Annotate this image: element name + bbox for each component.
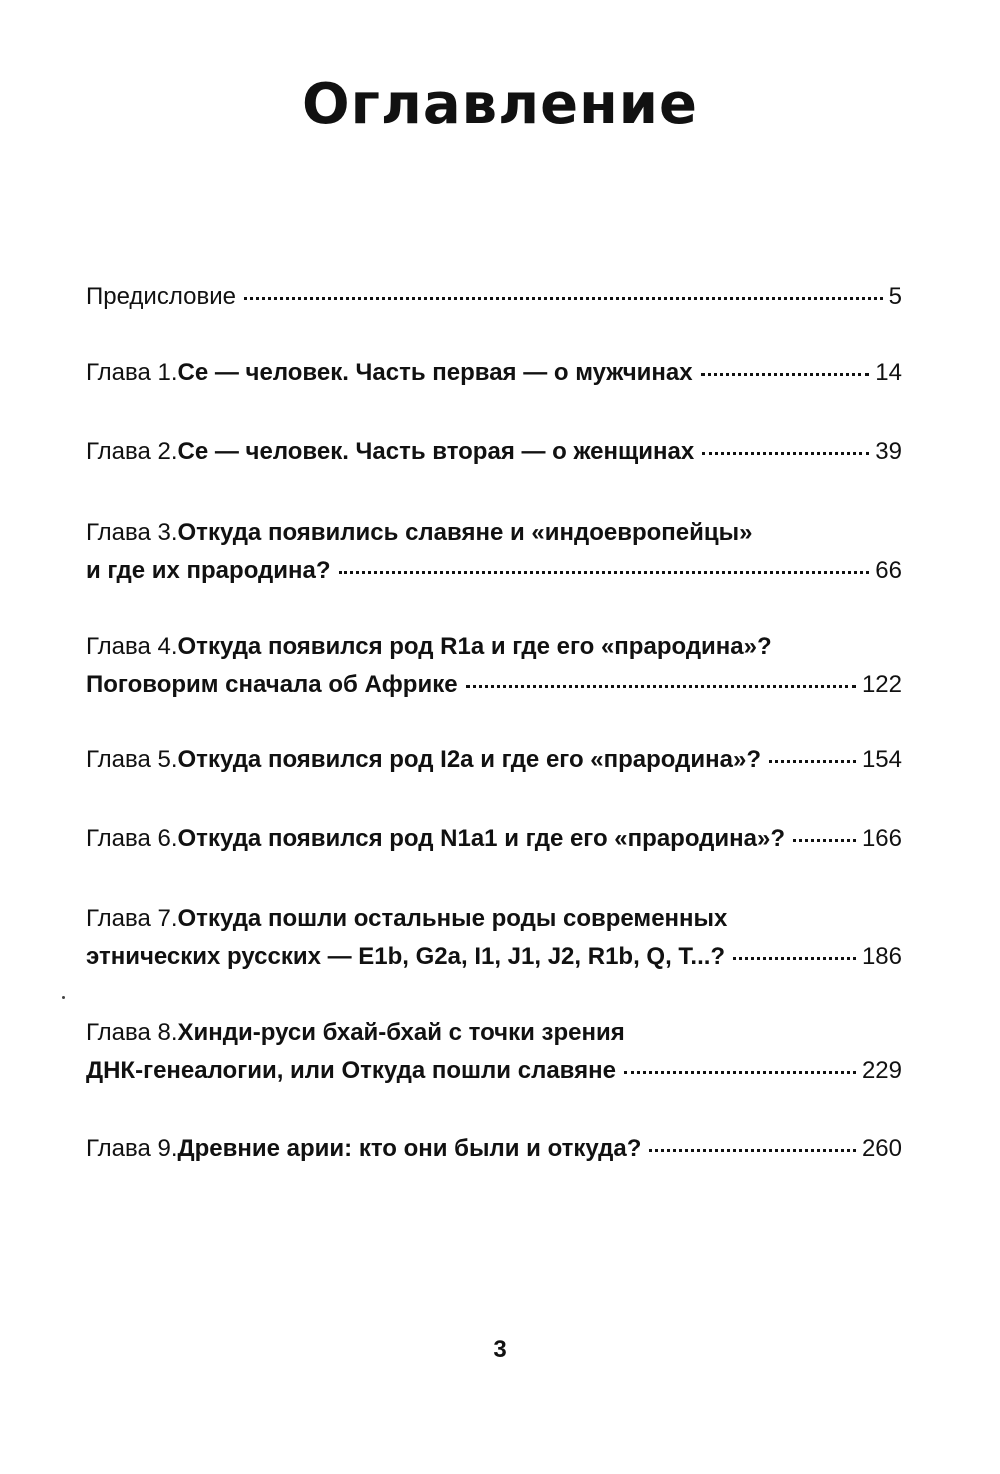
dot-leader [701, 373, 870, 376]
toc-entry-title-line-1: Откуда пошли остальные роды современных [177, 905, 728, 932]
toc-chapter-prefix: Глава 5. [86, 746, 178, 773]
toc-page-number: 154 [861, 746, 902, 773]
toc-page-number: 5 [888, 283, 902, 310]
toc-entry-title: Предисловие [86, 283, 236, 310]
toc-entry-title: Откуда появился род N1a1 и где его «прародина»? [177, 825, 786, 852]
toc-page-number: 260 [861, 1135, 902, 1162]
toc-entry-preface[interactable] [86, 278, 902, 316]
toc-entry-title: Се — человек. Часть первая — о мужчинах [177, 359, 693, 386]
toc-entry-title: Откуда появился род I2a и где его «прародина»? [177, 746, 761, 773]
toc-entry-title-line-2: и где их прародина? [86, 557, 331, 584]
toc-chapter-prefix: Глава 2. [86, 438, 178, 465]
toc-entry-chapter-8[interactable] [86, 1014, 902, 1090]
toc-entry-title: Древние арии: кто они были и откуда? [177, 1135, 642, 1162]
page-number-footer: 3 [493, 1336, 507, 1363]
dot-leader [649, 1149, 856, 1152]
toc-entry-title-line-2: Поговорим сначала об Африке [86, 671, 458, 698]
page-title: Оглавление [301, 72, 698, 137]
toc-page-number: 39 [875, 438, 902, 465]
toc-page-number: 122 [861, 671, 902, 698]
toc-entry-title-line-1: Откуда появился род R1a и где его «прародина»? [177, 633, 772, 660]
toc-entry-title-line-1: Откуда появились славяне и «индоевропейцы» [177, 519, 753, 546]
toc-chapter-prefix: Глава 1. [86, 359, 178, 386]
toc-entry-title: Се — человек. Часть вторая — о женщинах [177, 438, 695, 465]
toc-entry-chapter-4[interactable] [86, 628, 902, 704]
dot-leader [793, 839, 856, 842]
dot-leader [466, 685, 856, 688]
toc-entry-title-line-1: Хинди-руси бхай-бхай с точки зрения [177, 1019, 625, 1046]
dot-leader [769, 760, 856, 763]
toc-entry-chapter-1[interactable] [86, 354, 902, 392]
toc-chapter-prefix: Глава 8. [86, 1019, 178, 1046]
toc-page-number: 186 [861, 943, 902, 970]
toc-chapter-prefix: Глава 6. [86, 825, 178, 852]
toc-entry-title-line-2: ДНК-генеалогии, или Откуда пошли славяне [86, 1057, 616, 1084]
toc-entry-chapter-2[interactable] [86, 433, 902, 471]
toc-entry-chapter-9[interactable] [86, 1130, 902, 1168]
toc-entry-title-line-2: этнических русских — E1b, G2a, I1, J1, J2, R1b, Q, T...? [86, 943, 726, 970]
toc-page-number: 66 [875, 557, 902, 584]
toc-entry-chapter-3[interactable] [86, 514, 902, 590]
dot-leader [339, 571, 870, 574]
toc-chapter-prefix: Глава 3. [86, 519, 178, 546]
toc-page-number: 14 [875, 359, 902, 386]
toc-entry-chapter-6[interactable] [86, 820, 902, 858]
dot-leader [244, 297, 883, 300]
toc-entry-chapter-7[interactable] [86, 900, 902, 976]
toc-chapter-prefix: Глава 9. [86, 1135, 178, 1162]
toc-page-number: 229 [861, 1057, 902, 1084]
dot-leader [733, 957, 856, 960]
toc-chapter-prefix: Глава 4. [86, 633, 178, 660]
print-speck [62, 996, 65, 999]
toc-entry-chapter-5[interactable] [86, 741, 902, 779]
dot-leader [624, 1071, 856, 1074]
toc-page-number: 166 [861, 825, 902, 852]
toc-chapter-prefix: Глава 7. [86, 905, 178, 932]
dot-leader [702, 452, 869, 455]
